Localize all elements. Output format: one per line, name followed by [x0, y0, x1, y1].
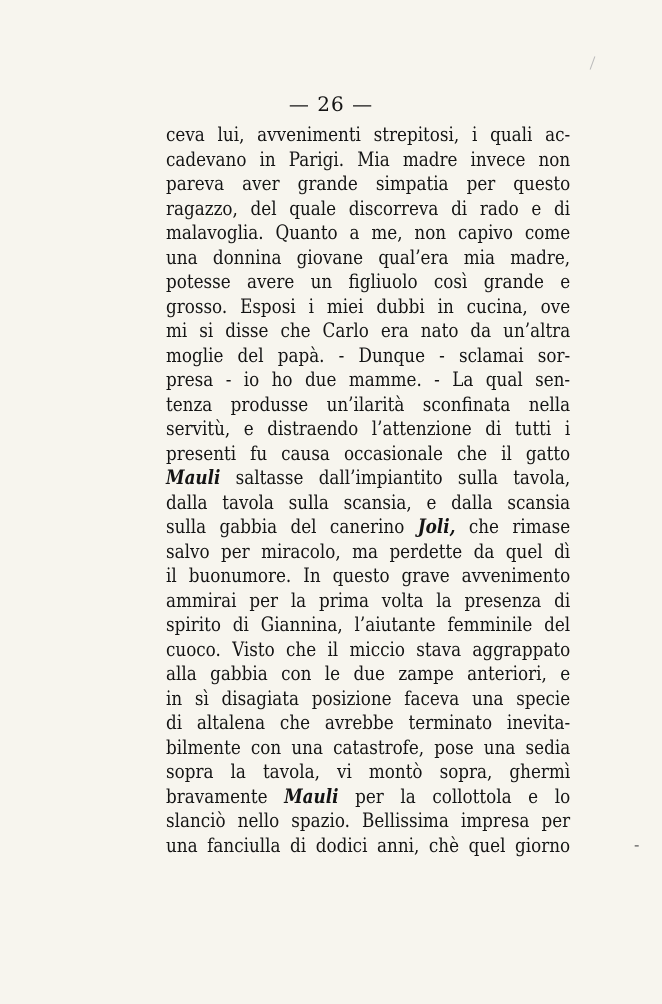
text-line: una fanciulla di dodici anni, chè quel giorno — [166, 833, 571, 857]
text-line: mi si disse che Carlo era nato da un’altra — [166, 319, 571, 342]
body-text — [166, 123, 570, 858]
margin-mark: - — [634, 835, 640, 854]
text-line: presa - io ho due mamme. - La qual sen- — [166, 368, 571, 391]
text-line: tenza produsse un’ilarità sconfinata nella — [166, 392, 571, 416]
text-line: presenti fu causa occasionale che il gatto — [166, 441, 571, 465]
text-line: Mauli saltasse dall’impiantito sulla tavola, — [166, 466, 571, 489]
text-line: malavoglia. Quanto a me, non capivo come — [166, 221, 571, 244]
text-line: salvo per miracolo, ma perdette da quel dì — [166, 539, 571, 563]
text-line: slanciò nello spazio. Bellissima impresa per — [166, 809, 571, 832]
text-line: moglie del papà. - Dunque - sclamai sor- — [166, 343, 571, 367]
paper-mark — [590, 56, 596, 69]
text-line: di altalena che avrebbe terminato inevita- — [166, 711, 571, 734]
text-line: cadevano in Parigi. Mia madre invece non — [166, 147, 571, 171]
text-line: una donnina giovane qual’era mia madre, — [166, 245, 571, 269]
text-line: potesse avere un figliuolo così grande e — [166, 270, 571, 293]
text-line: sulla gabbia del canerino Joli, che rimase — [166, 515, 571, 538]
text-line: in sì disagiata posizione faceva una specie — [166, 686, 571, 710]
text-line: sopra la tavola, vi montò sopra, ghermì — [166, 760, 571, 783]
page-number-header: — 26 — — [288, 92, 374, 116]
text-line: cuoco. Visto che il miccio stava aggrappato — [166, 637, 571, 661]
text-line: bilmente con una catastrofe, pose una sedia — [166, 735, 571, 759]
text-line: pareva aver grande simpatia per questo — [166, 172, 571, 195]
text-line: il buonumore. In questo grave avvenimento — [166, 564, 571, 587]
text-line: servitù, e distraendo l’attenzione di tutti i — [166, 417, 571, 440]
text-line: grosso. Esposi i miei dubbi in cucina, ove — [166, 294, 571, 318]
text-line: spirito di Giannina, l’aiutante femminile del — [166, 613, 571, 636]
text-line: bravamente Mauli per la collottola e lo — [166, 784, 571, 808]
text-line: ammirai per la prima volta la presenza di — [166, 588, 571, 612]
text-line: ceva lui, avvenimenti strepitosi, i quali ac- — [166, 123, 571, 146]
text-line: alla gabbia con le due zampe anteriori, e — [166, 662, 571, 685]
text-line: dalla tavola sulla scansia, e dalla scansia — [166, 490, 571, 514]
text-line: ragazzo, del quale discorreva di rado e di — [166, 196, 571, 220]
